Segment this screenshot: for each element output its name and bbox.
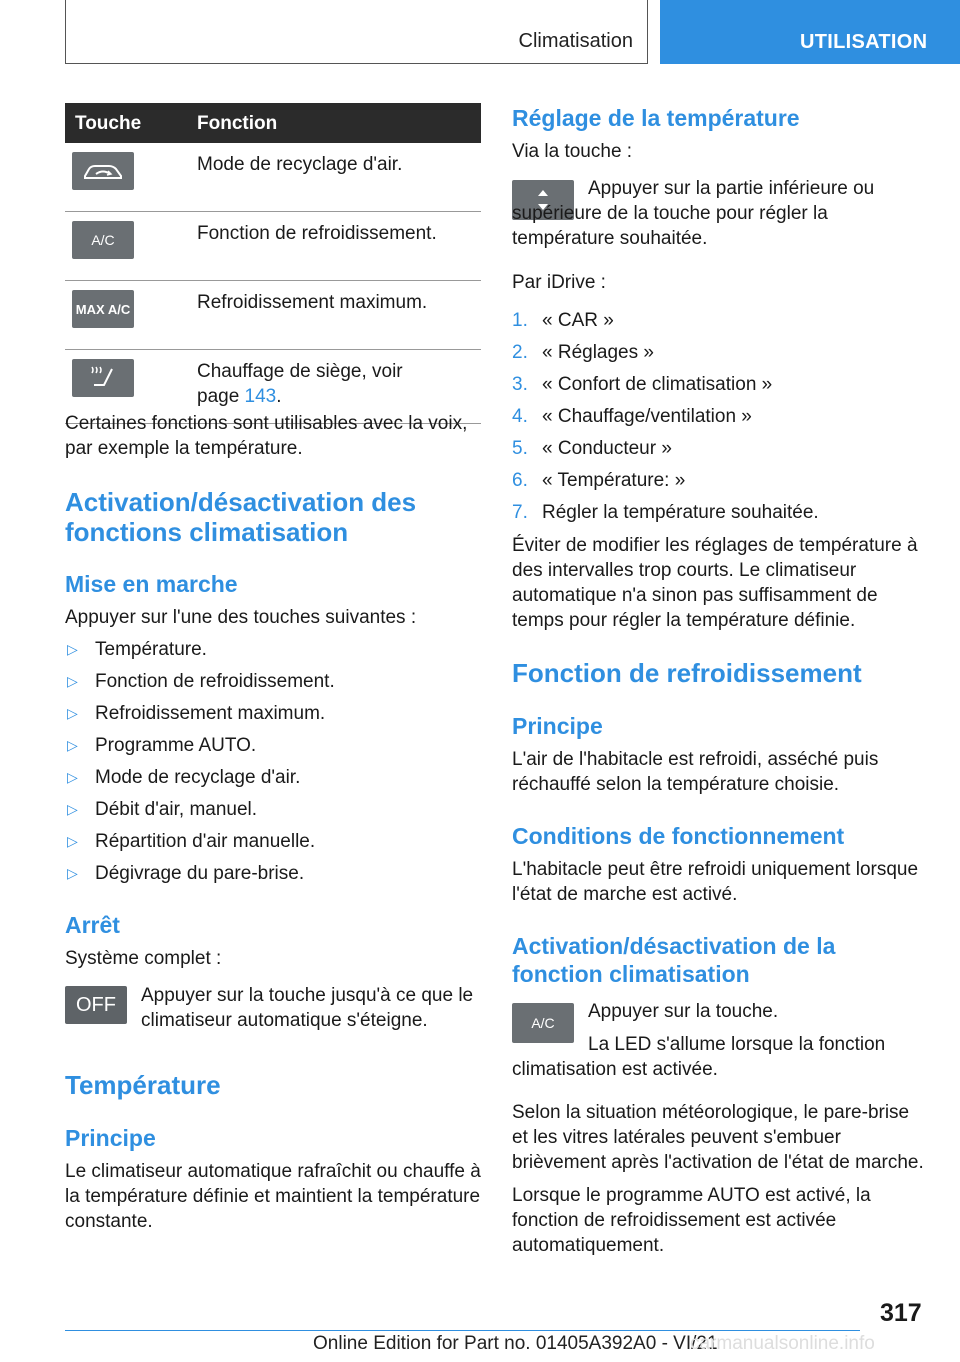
ac-icon: A/C bbox=[512, 1003, 574, 1043]
table-row bbox=[65, 212, 481, 281]
list-item: ▷ Fonction de refroidissement. bbox=[67, 671, 335, 692]
heading-arret: Arrêt bbox=[65, 912, 120, 938]
heading-principe: Principe bbox=[65, 1125, 156, 1151]
list-item: ▷ Répartition d'air manuelle. bbox=[67, 831, 316, 852]
off-button-icon: OFF bbox=[65, 986, 127, 1024]
list-item: 2. « Réglages » bbox=[512, 342, 654, 363]
list-item: ▷ Température. bbox=[67, 639, 207, 660]
list-item: 7. Régler la température souhaitée. bbox=[512, 502, 819, 523]
idrive-text: Par iDrive : bbox=[512, 272, 606, 293]
table-header-function: Fonction bbox=[197, 103, 481, 143]
paragraph-auto: Lorsque le programme AUTO est activé, la fonction de refroidissement est activée automatiquement. bbox=[512, 1185, 871, 1256]
list-item: 4. « Chauffage/ventilation » bbox=[512, 406, 752, 427]
triangle-bullet-icon: ▷ bbox=[67, 833, 78, 849]
function-list bbox=[65, 637, 481, 893]
header-frame bbox=[65, 0, 648, 64]
triangle-bullet-icon: ▷ bbox=[67, 737, 78, 753]
via-text: Via la touche : bbox=[512, 141, 633, 162]
principe-right-text: L'air de l'habitacle est refroidi, asséché puis réchauffé selon la température choisie. bbox=[512, 749, 879, 795]
principe-text: Le climatiseur automatique rafraîchit ou chauffe à la température définie et maintient la température constante. bbox=[65, 1161, 481, 1232]
conditions-text: L'habitacle peut être refroidi uniquement lorsque l'état de marche est activé. bbox=[512, 859, 919, 905]
page-number: 317 bbox=[880, 1299, 922, 1327]
heading-refroidissement: Fonction de refroidissement bbox=[512, 658, 862, 688]
list-item: ▷ Mode de recyclage d'air. bbox=[67, 767, 301, 788]
ac-icon: A/C bbox=[72, 221, 134, 259]
idrive-steps bbox=[512, 308, 924, 532]
triangle-bullet-icon: ▷ bbox=[67, 865, 78, 881]
key-function-table bbox=[65, 103, 481, 424]
mise-text: Appuyer sur l'une des touches suivantes : bbox=[65, 607, 417, 628]
triangle-bullet-icon: ▷ bbox=[67, 801, 78, 817]
list-item: 3. « Confort de climatisation » bbox=[512, 374, 773, 395]
page-link[interactable]: 143 bbox=[244, 386, 277, 407]
heading-temperature: Température bbox=[65, 1070, 221, 1100]
triangle-bullet-icon: ▷ bbox=[67, 705, 78, 721]
off-text: Appuyer sur la touche jusqu'à ce que le climatiseur automatique s'éteigne. bbox=[141, 985, 474, 1031]
chapter-tab-label: UTILISATION bbox=[800, 31, 928, 53]
list-item: ▷ Programme AUTO. bbox=[67, 735, 257, 756]
list-item: 5. « Conducteur » bbox=[512, 438, 672, 459]
paragraph-fog: Selon la situation météorologique, le pare-brise et les vitres latérales peuvent s'embuer brièvement après l'activation de l'état de marche. bbox=[512, 1102, 924, 1173]
heading-activation-right: Activation/désactivation de la fonction climatisation bbox=[512, 933, 836, 987]
max-ac-icon: MAX A/C bbox=[72, 290, 134, 328]
arret-text: Système complet : bbox=[65, 948, 222, 969]
heading-conditions: Conditions de fonctionnement bbox=[512, 823, 845, 849]
table-row bbox=[65, 143, 481, 212]
heading-reglage: Réglage de la température bbox=[512, 105, 800, 131]
table-cell-text: Fonction de refroidissement. bbox=[197, 212, 481, 281]
list-item: 6. « Température: » bbox=[512, 470, 686, 491]
edition-text: Online Edition for Part no. 01405A392A0 - VI/21 bbox=[313, 1333, 718, 1354]
seat-heating-icon bbox=[72, 359, 134, 397]
table-cell-text: Refroidissement maximum. bbox=[197, 281, 481, 350]
table-header-key: Touche bbox=[65, 103, 197, 143]
triangle-bullet-icon: ▷ bbox=[67, 673, 78, 689]
triangle-bullet-icon: ▷ bbox=[67, 769, 78, 785]
table-row bbox=[65, 281, 481, 350]
heading-activation: Activation/désactivation des fonctions climatisation bbox=[65, 487, 417, 547]
left-column bbox=[65, 103, 481, 424]
chapter-tab[interactable] bbox=[660, 0, 960, 64]
footer-divider bbox=[65, 1330, 860, 1331]
recirculation-icon bbox=[72, 152, 134, 190]
list-item: 1. « CAR » bbox=[512, 310, 614, 331]
watermark: carmanualsonline.info bbox=[690, 1333, 875, 1354]
intro-text: Certaines fonctions sont utilisables avec la voix, par exemple la température. bbox=[65, 413, 468, 459]
list-item: ▷ Débit d'air, manuel. bbox=[67, 799, 258, 820]
warning-text: Éviter de modifier les réglages de température à des intervalles trop courts. Le climatiseur automatique n'a sinon pas suffisamment de temps pour régler la température définie. bbox=[512, 535, 918, 631]
led-text: La LED s'allume lorsque la fonction climatisation est activée. bbox=[512, 1034, 886, 1080]
via-instruction: Appuyer sur la partie inférieure ou supérieure de la touche pour régler la température souhaitée. bbox=[512, 178, 875, 249]
table-cell-text: Mode de recyclage d'air. bbox=[197, 143, 481, 212]
list-item: ▷ Refroidissement maximum. bbox=[67, 703, 326, 724]
heading-mise-en-marche: Mise en marche bbox=[65, 571, 238, 597]
table-cell-text: Chauffage de siège, voir bbox=[197, 361, 403, 382]
section-title: Climatisation bbox=[518, 30, 633, 52]
triangle-bullet-icon: ▷ bbox=[67, 641, 78, 657]
press-text: Appuyer sur la touche. bbox=[588, 1001, 779, 1022]
table-row: Chauffage de siège, voir page 143. bbox=[65, 350, 481, 424]
list-item: ▷ Dégivrage du pare-brise. bbox=[67, 863, 305, 884]
heading-principe-right: Principe bbox=[512, 713, 603, 739]
